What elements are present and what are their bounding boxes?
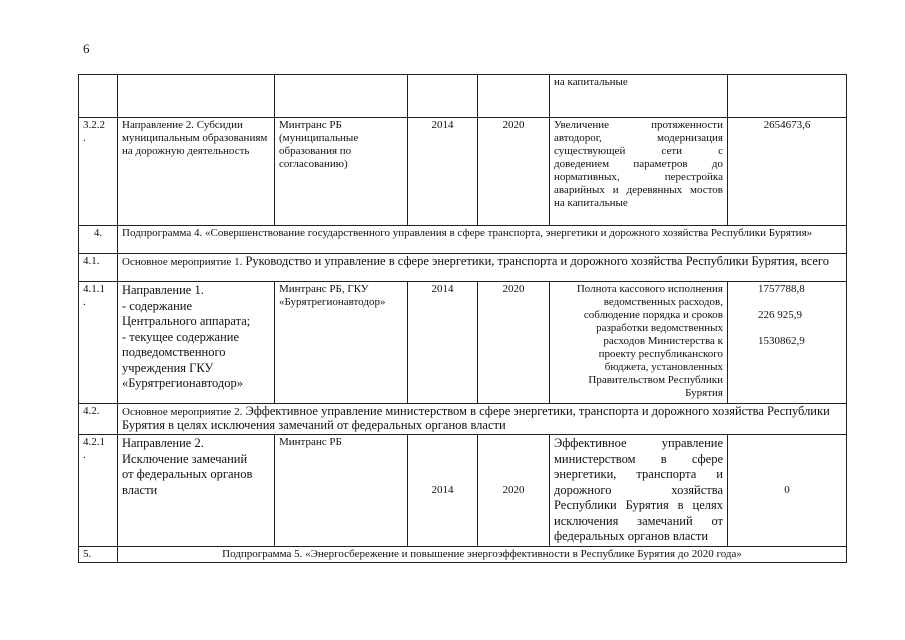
row-number: 4.2. — [79, 404, 118, 435]
funding-value-subordinate: 1530862,9 — [758, 335, 805, 347]
table-row-4-2-1 — [79, 435, 847, 547]
main-measure-title — [118, 254, 847, 282]
result-line: нормативных, перестройка — [554, 171, 723, 183]
name-line: - текущее содержание — [122, 329, 239, 344]
name-line: подведомственного — [122, 345, 226, 359]
row-number: 4.1.1 . — [79, 282, 118, 404]
end-year: 2020 — [478, 118, 550, 226]
funding-value-total: 1757788,8 — [758, 283, 805, 295]
measure-name — [118, 435, 275, 547]
table-row-subprogram-4 — [79, 226, 847, 254]
row-number: 4.2.1 . — [79, 435, 118, 547]
main-measure-prefix: Основное мероприятие 2. — [122, 406, 243, 418]
expected-result — [550, 435, 728, 547]
funding-value: 2654673,6 — [728, 118, 847, 226]
subprogram-title: Подпрограмма 4. «Совершенствование государственного управления в сфере транспорта, энергетики и дорожного хозяйства Республики Бурятия» — [118, 226, 847, 254]
funding-value: 0 — [728, 435, 847, 547]
name-line: власти — [122, 482, 158, 497]
end-year: 2020 — [478, 435, 550, 547]
result-line: Полнота кассового исполнения — [576, 283, 723, 295]
table-row-4-1 — [79, 254, 847, 282]
name-line: Центрального аппарата; — [122, 314, 251, 328]
result-line: на капитальные — [554, 197, 628, 209]
executor: Минтранс РБ — [275, 435, 408, 547]
main-measure-title — [118, 404, 847, 435]
name-line: «Бурятрегионавтодор» — [122, 376, 243, 390]
row-number: 3.2.2 . — [79, 118, 118, 226]
name-line: Направление 1. — [122, 283, 204, 297]
funding-values — [728, 282, 847, 404]
table-row-4-2 — [79, 404, 847, 435]
result-cell: на капитальные — [550, 75, 728, 118]
table-row-3-2-2 — [79, 118, 847, 226]
result-line: автодорог, модернизация — [554, 132, 723, 144]
name-line: - содержание — [122, 298, 192, 313]
name-line: от федеральных органов — [122, 467, 253, 481]
expected-result — [550, 282, 728, 404]
start-year: 2014 — [408, 118, 478, 226]
result-line: доведением параметров до — [554, 158, 723, 170]
row-number: 4.1. — [79, 254, 118, 282]
result-line: разработки ведомственных — [596, 322, 723, 334]
result-line: федеральных органов власти — [554, 529, 709, 543]
main-measure-text: Руководство и управление в сфере энергетики, транспорта и дорожного хозяйства Республики Бурятия, всего — [242, 254, 829, 268]
expected-result — [550, 118, 728, 226]
main-measure-text: Эффективное управление министерством в сфере энергетики, транспорта и дорожного хозяйства Республики Бурятия в целях исключения замечаний от федеральных органов власти — [122, 404, 830, 432]
result-line: дорожного хозяйства — [554, 482, 723, 497]
result-line: министерством в сфере — [554, 451, 723, 466]
measure-name — [118, 282, 275, 404]
row-number: 4. — [79, 226, 118, 254]
executor: Минтранс РБ (муниципальные образования по согласованию) — [275, 118, 408, 226]
result-line: Эффективное управление — [554, 436, 723, 450]
subprogram-title: Подпрограмма 5. «Энергосбережение и повышение энергоэффективности в Республике Бурятия до 2020 года» — [118, 546, 847, 562]
table-row-continuation — [79, 75, 847, 118]
measure-name: Направление 2. Субсидии муниципальным образованиям на дорожную деятельность — [118, 118, 275, 226]
table-row-subprogram-5 — [79, 546, 847, 562]
result-line: проекту республиканского — [598, 348, 723, 360]
executor: Минтранс РБ, ГКУ «Бурятрегионавтодор» — [275, 282, 408, 404]
start-year: 2014 — [408, 282, 478, 404]
row-number: 5. — [79, 546, 118, 562]
start-year: 2014 — [408, 435, 478, 547]
main-measure-prefix: Основное мероприятие 1. — [122, 256, 243, 268]
result-line: Республики Бурятия в целях — [554, 498, 723, 512]
program-measures-table — [78, 74, 847, 563]
result-line: аварийных и деревянных мостов — [554, 184, 723, 196]
page-number: 6 — [83, 41, 90, 56]
result-line: бюджета, установленных — [604, 361, 723, 373]
name-line: учреждения ГКУ — [122, 360, 214, 375]
name-line: Направление 2. — [122, 436, 204, 450]
end-year: 2020 — [478, 282, 550, 404]
result-line: ведомственных расходов, — [603, 296, 723, 308]
result-line: Бурятия — [685, 387, 723, 399]
name-line: Исключение замечаний — [122, 451, 248, 466]
result-line: расходов Министерства к — [603, 335, 723, 347]
result-line: Правительством Республики — [588, 374, 723, 386]
table-row-4-1-1 — [79, 282, 847, 404]
result-line: энергетики, транспорта и — [554, 467, 723, 481]
result-line: исключения замечаний от — [554, 513, 723, 528]
result-line: соблюдение порядка и сроков — [583, 309, 723, 321]
funding-value-central: 226 925,9 — [758, 309, 802, 321]
result-line: Увеличение протяженности — [554, 119, 723, 131]
result-line: существующей сети с — [554, 145, 723, 157]
